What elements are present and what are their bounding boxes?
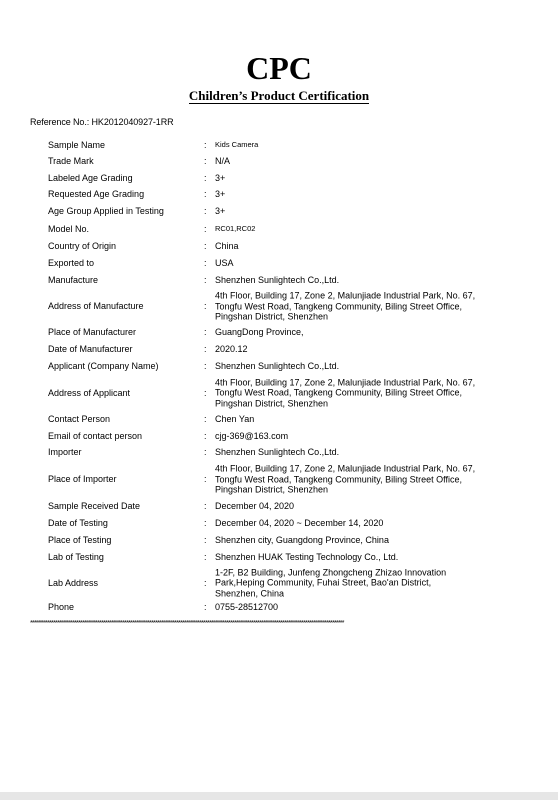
field-value: Shenzhen HUAK Testing Technology Co., Ltd.	[215, 551, 399, 562]
field-row: Place of Testing : Shenzhen city, Guangdong Province, China	[48, 531, 518, 548]
page-bottom-edge	[0, 792, 558, 800]
field-label: Date of Manufacturer	[48, 343, 133, 354]
field-label: Date of Testing	[48, 517, 108, 528]
field-value: 1-2F, B2 Building, Junfeng Zhongcheng Zhizao Innovation Park,Heping Community, Fuhai Street, Bao'an District, Shenzhen, China	[215, 566, 447, 598]
certificate-fields	[48, 136, 518, 614]
reference-number: Reference No.: HK2012040927-1RR	[30, 117, 174, 127]
field-label: Labeled Age Grading	[48, 172, 133, 183]
field-label: Place of Testing	[48, 534, 112, 545]
field-value: China	[215, 241, 239, 251]
field-label: Email of contact person	[48, 430, 143, 441]
field-label: Age Group Applied in Testing	[48, 205, 164, 216]
field-label: Sample Received Date	[48, 500, 141, 511]
field-label: Applicant (Company Name)	[48, 361, 159, 371]
field-value: Shenzhen Sunlightech Co.,Ltd.	[215, 447, 340, 457]
field-value: Shenzhen Sunlightech Co.,Ltd.	[215, 361, 340, 371]
field-label: Exported to	[48, 258, 95, 268]
field-label: Manufacture	[48, 274, 99, 285]
field-label: Requested Age Grading	[48, 189, 145, 199]
field-value: GuangDong Province,	[215, 327, 304, 337]
field-label: Importer	[48, 447, 82, 457]
field-row: Lab Address : 1-2F, B2 Building, Junfeng Zhongcheng Zhizao Innovation Park,Heping Community, Fuhai Street, Bao'an District, Shenzhen, China	[48, 565, 518, 600]
field-value: December 04, 2020	[215, 500, 295, 511]
field-row: Sample Name : Kids Camera	[48, 136, 518, 153]
field-row: Importer : Shenzhen Sunlightech Co.,Ltd.	[48, 444, 518, 461]
field-value: December 04, 2020 ~ December 14, 2020	[215, 517, 384, 528]
field-value: 0755-28512700	[215, 601, 279, 612]
field-label: Lab of Testing	[48, 551, 104, 562]
field-value: 3+	[215, 189, 226, 199]
field-row: Exported to : USA	[48, 255, 518, 272]
field-label: Address of Manufacture	[48, 300, 144, 311]
field-value: USA	[215, 258, 234, 268]
field-value: Shenzhen Sunlightech Co.,Ltd.	[215, 274, 340, 285]
document-title: CPC	[246, 50, 312, 86]
field-value: 2020.12	[215, 343, 248, 354]
separator-line: *******************************************************************************************************************************************************************	[30, 620, 344, 627]
field-row: Model No. : RC01,RC02	[48, 220, 518, 238]
field-label: Country of Origin	[48, 241, 117, 251]
field-row: Lab of Testing : Shenzhen HUAK Testing Technology Co., Ltd.	[48, 548, 518, 565]
field-row: Phone : 0755-28512700	[48, 600, 518, 614]
field-value: N/A	[215, 156, 231, 166]
field-label: Sample Name	[48, 139, 106, 150]
field-value: Kids Camera	[215, 139, 259, 149]
document-subtitle	[0, 88, 558, 104]
field-label: Trade Mark	[48, 156, 94, 166]
field-label: Model No.	[48, 223, 90, 234]
field-row: Place of Importer : 4th Floor, Building 17, Zone 2, Malunjiade Industrial Park, No. 67, Tongfu West Road, Tangkeng Community, Biling Street Office, Pingshan District, Shenzhen	[48, 461, 518, 498]
field-row: Requested Age Grading : 3+	[48, 186, 518, 203]
field-row: Labeled Age Grading : 3+	[48, 170, 518, 187]
field-label: Contact Person	[48, 413, 111, 424]
field-row: Email of contact person : cjg-369@163.com	[48, 427, 518, 444]
field-row: Trade Mark : N/A	[48, 153, 518, 170]
field-row: Applicant (Company Name) : Shenzhen Sunlightech Co.,Ltd.	[48, 358, 518, 376]
field-label: Place of Importer	[48, 473, 117, 484]
field-row: Sample Received Date : December 04, 2020	[48, 498, 518, 515]
field-row: Date of Manufacturer : 2020.12	[48, 341, 518, 358]
field-row: Address of Manufacture : 4th Floor, Building 17, Zone 2, Malunjiade Industrial Park, No. 67, Tongfu West Road, Tangkeng Community, Biling Street Office, Pingshan District, Shenzhen	[48, 288, 518, 324]
field-row: Place of Manufacturer : GuangDong Province,	[48, 324, 518, 341]
field-label: Phone	[48, 601, 75, 612]
field-value: Shenzhen city, Guangdong Province, China	[215, 534, 389, 545]
field-value: 4th Floor, Building 17, Zone 2, Malunjiade Industrial Park, No. 67, Tongfu West Road, Tangkeng Community, Biling Street Office, Pingshan District, Shenzhen	[215, 290, 476, 322]
field-value: cjg-369@163.com	[215, 430, 289, 441]
field-row: Address of Applicant : 4th Floor, Building 17, Zone 2, Malunjiade Industrial Park, No. 67, Tongfu West Road, Tangkeng Community, Biling Street Office, Pingshan District, Shenzhen	[48, 375, 518, 411]
field-row: Manufacture : Shenzhen Sunlightech Co.,Ltd.	[48, 272, 518, 289]
field-value: 3+	[215, 205, 226, 216]
subtitle-text: Children’s Product Certification	[188, 88, 370, 103]
field-value: 3+	[215, 172, 226, 183]
field-row: Age Group Applied in Testing : 3+	[48, 203, 518, 220]
field-label: Address of Applicant	[48, 387, 131, 398]
field-label: Place of Manufacturer	[48, 327, 137, 337]
field-row: Contact Person : Chen Yan	[48, 411, 518, 428]
field-label: Lab Address	[48, 577, 99, 588]
field-row: Date of Testing : December 04, 2020 ~ December 14, 2020	[48, 514, 518, 531]
field-value: Chen Yan	[215, 413, 255, 424]
field-row: Country of Origin : China	[48, 238, 518, 256]
field-value: 4th Floor, Building 17, Zone 2, Malunjiade Industrial Park, No. 67, Tongfu West Road, Tangkeng Community, Biling Street Office, Pingshan District, Shenzhen	[215, 463, 476, 495]
field-value: RC01,RC02	[215, 223, 256, 233]
field-value: 4th Floor, Building 17, Zone 2, Malunjiade Industrial Park, No. 67, Tongfu West Road, Tangkeng Community, Biling Street Office, Pingshan District, Shenzhen	[215, 377, 476, 408]
